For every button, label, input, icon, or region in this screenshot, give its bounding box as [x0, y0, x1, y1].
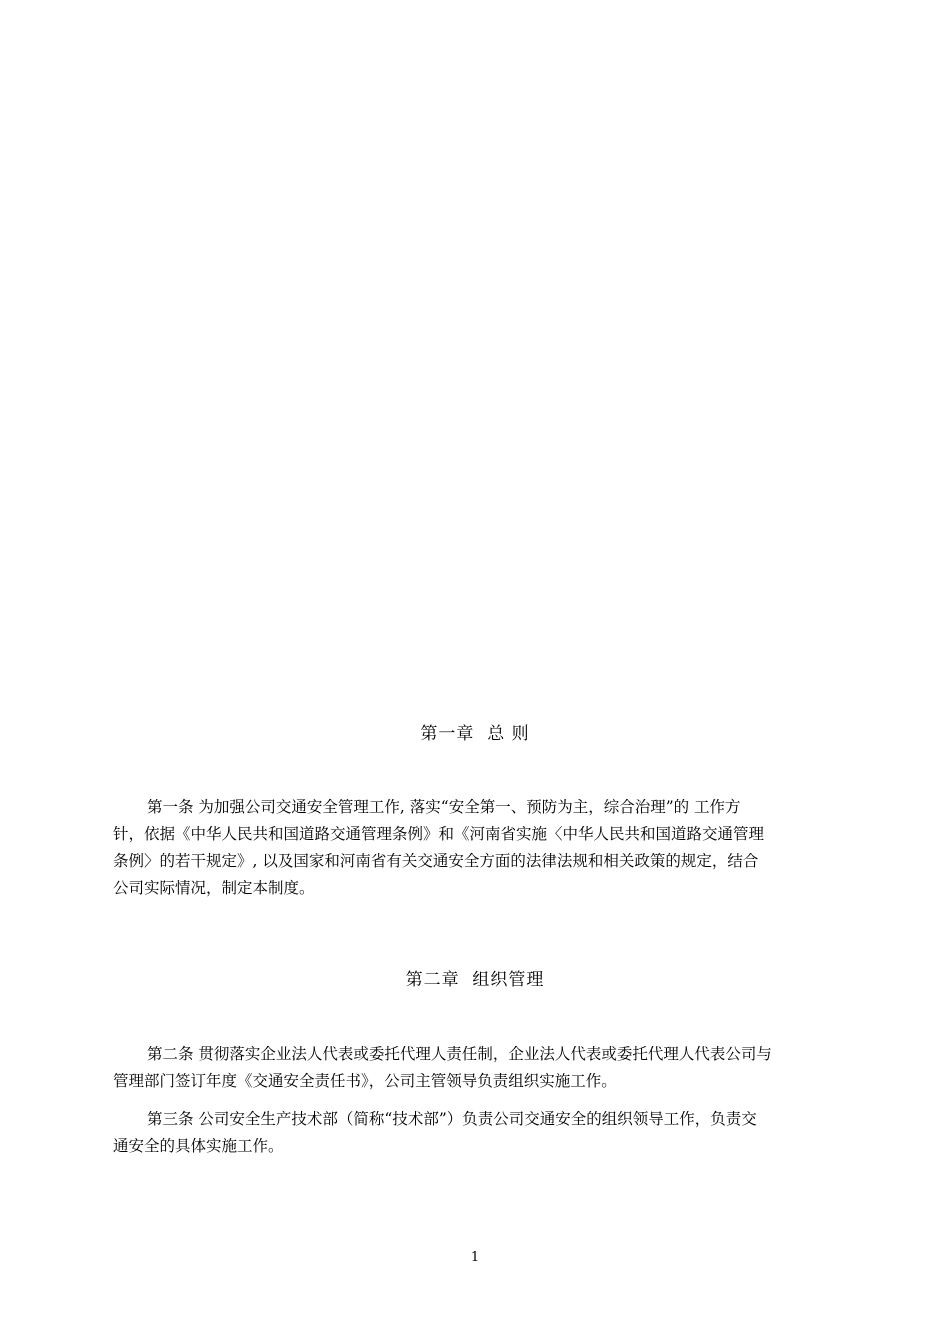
chapter-2-title: 第二章 组织管理 [405, 970, 545, 990]
article-1-line-3: 条例〉的若干规定》, 以及国家和河南省有关交通安全方面的法律法规和相关政策的规定，结合 [113, 852, 759, 870]
article-2-line-1: 第二条 贯彻落实企业法人代表或委托代理人责任制，企业法人代表或委托代理人代表公司与 [147, 1045, 772, 1063]
article-2 [113, 1041, 825, 1095]
article-1-line-2: 针，依据《中华人民共和国道路交通管理条例》和《河南省实施〈中华人民共和国道路交通管理 [113, 825, 765, 843]
article-3-line-1: 第三条 公司安全生产技术部（简称“技术部”）负责公司交通安全的组织领导工作，负责交 [147, 1110, 757, 1128]
article-1-line-4: 公司实际情况，制定本制度。 [113, 879, 315, 897]
article-3 [113, 1106, 825, 1160]
article-1-line-1: 第一条 为加强公司交通安全管理工作, 落实“安全第一、预防为主，综合治理”的 工作方 [147, 798, 741, 816]
article-2-line-2: 管理部门签订年度《交通安全责任书》，公司主管领导负责组织实施工作。 [113, 1072, 617, 1090]
article-1 [113, 794, 825, 902]
chapter-1-title: 第一章 总 则 [420, 724, 530, 744]
page-number: 1 [470, 1250, 480, 1265]
article-3-line-2: 通安全的具体实施工作。 [113, 1137, 284, 1155]
